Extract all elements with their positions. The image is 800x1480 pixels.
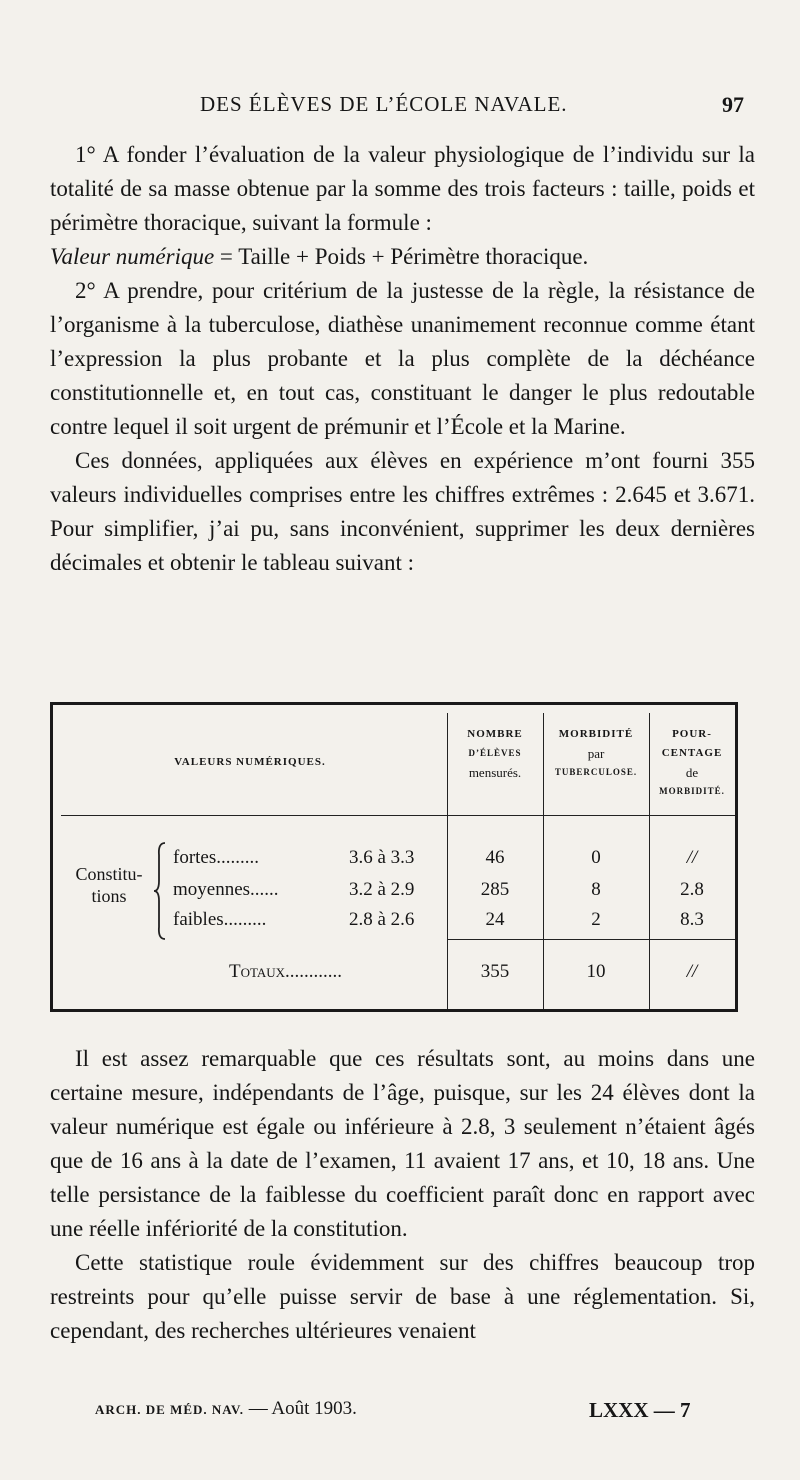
footer-signature: LXXX — 7 <box>589 1398 691 1422</box>
brace-icon <box>153 841 169 941</box>
row-count: 24 <box>485 909 505 930</box>
formula-line <box>50 240 755 274</box>
row-label: fortes......... <box>173 847 260 868</box>
paragraph-2: 2° A prendre, pour critérium de la justesse de la règle, la résistance de l’organisme à la tuberculose, diathèse unanimement reconnue comme étant l’expression la plus probante et la plus complète de la déchéance constitutionnelle et, en tout cas, constituant le danger le plus redoutable contre lequel il soit urgent de prémunir et l’École et la Marine. <box>50 278 755 439</box>
paragraph-3: Ces données, appliquées aux élèves en expérience m’ont fourni 355 valeurs individuelles comprises entre les chiffres extrêmes : 2.645 et 3.671. Pour simplifier, j’ai pu, sans inconvénient, supprimer les deux dernières décimales et obtenir le tableau suivant : <box>50 448 755 575</box>
footer-citation: ARCH. DE MÉD. NAV. — Août 1903. <box>95 1398 357 1419</box>
row-percent: 8.3 <box>680 909 704 930</box>
row-range: 2.8 à 2.6 <box>349 909 415 930</box>
total-label: Totaux............ <box>229 961 343 982</box>
paragraph-4: Il est assez remarquable que ces résultats sont, au moins dans une certaine mesure, indépendants de l’âge, puisque, sur les 24 élèves dont la valeur numérique est égale ou inférieure à 2.8, 3 seulement n’étaient âgés que de 16 ans à la date de l’examen, 11 avaient 17 ans, et 10, 18 ans. Une telle persistance de la faiblesse du coefficient paraît donc en rapport avec une réelle infériorité de la constitution. <box>50 1046 755 1241</box>
page-number: 97 <box>722 92 744 117</box>
row-morbidity: 0 <box>591 847 601 868</box>
total-percent: // <box>686 961 698 982</box>
row-label: moyennes...... <box>173 879 279 900</box>
running-head-title: DES ÉLÈVES DE L’ÉCOLE NAVALE. <box>200 92 568 116</box>
total-divider <box>447 939 735 940</box>
header-pourcentage: POUR- CENTAGE de MORBIDITÉ. <box>659 728 725 796</box>
row-count: 46 <box>485 847 505 868</box>
row-range: 3.6 à 3.3 <box>349 847 415 868</box>
body-text-bottom <box>50 1042 755 1348</box>
total-count: 355 <box>480 961 510 982</box>
formula-expression: = Taille + Poids + Périmètre thoracique. <box>214 244 589 269</box>
body-text-top <box>50 138 755 580</box>
total-morbidity: 10 <box>586 961 606 982</box>
statistics-table <box>50 702 738 1012</box>
header-divider <box>61 815 735 816</box>
header-valeurs: VALEURS NUMÉRIQUES. <box>174 756 326 768</box>
formula-label: Valeur numérique <box>50 244 215 269</box>
row-count: 285 <box>480 879 510 900</box>
group-label: Constitu- tions <box>75 864 143 906</box>
row-label: faibles......... <box>173 909 267 930</box>
header-morbidite: MORBIDITÉ par TUBERCULOSE. <box>554 728 638 777</box>
row-range: 3.2 à 2.9 <box>349 879 415 900</box>
running-head <box>0 92 800 122</box>
paragraph-1: 1° A fonder l’évaluation de la valeur physiologique de l’individu sur la totalité de sa masse obtenue par la somme des trois facteurs : taille, poids et périmètre thoracique, suivant la formule : <box>50 142 755 235</box>
row-morbidity: 2 <box>591 909 601 930</box>
row-morbidity: 8 <box>591 879 601 900</box>
row-percent: 2.8 <box>680 879 704 900</box>
row-percent: // <box>686 847 698 868</box>
paragraph-5: Cette statistique roule évidemment sur des chiffres beaucoup trop restreints pour qu’elle puisse servir de base à une réglementation. Si, cependant, des recherches ultérieures venaient <box>50 1250 755 1343</box>
page-footer <box>95 1398 715 1428</box>
header-nombre: NOMBRE D’ÉLÈVES mensurés. <box>467 728 523 780</box>
